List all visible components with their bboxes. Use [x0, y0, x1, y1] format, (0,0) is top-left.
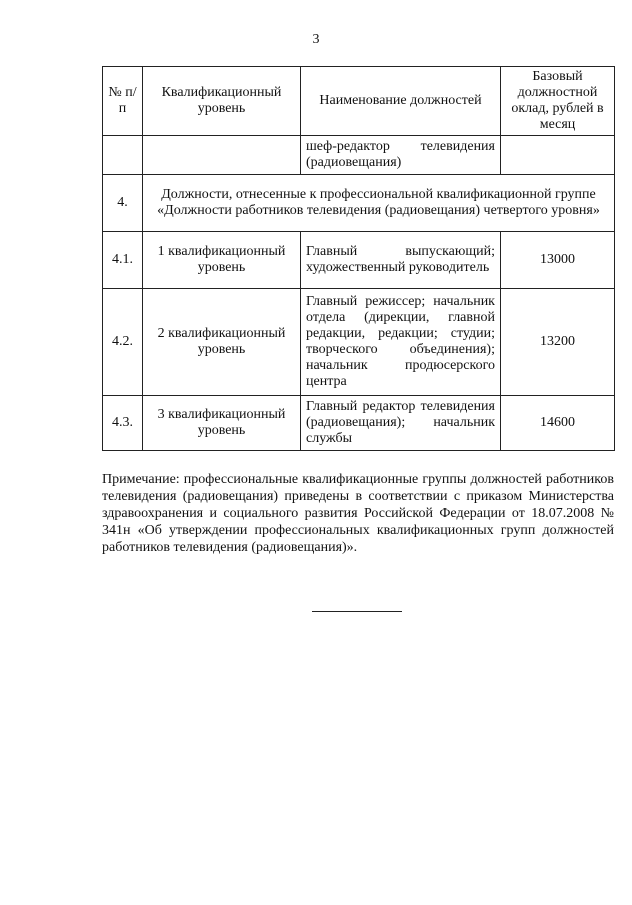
row-number: 4.1.: [103, 232, 143, 289]
header-qualification-level: Квалификационный уровень: [143, 67, 301, 136]
row-salary: 13200: [501, 289, 615, 396]
row-qualification-level: 2 квалификационный уровень: [143, 289, 301, 396]
group-title: Должности, отнесенные к профессиональной квалификационной группе «Должности работников телевидения (радиовещания) четвертого уровня»: [143, 175, 615, 232]
continuation-salary-cell: [501, 136, 615, 175]
row-positions: Главный выпускающий; художественный руководитель: [301, 232, 501, 289]
salary-table: [102, 66, 615, 451]
row-qualification-level: 1 квалификационный уровень: [143, 232, 301, 289]
table-row: [103, 232, 615, 289]
header-position-name: Наименование должностей: [301, 67, 501, 136]
continuation-num-cell: [103, 136, 143, 175]
row-number: 4.3.: [103, 396, 143, 451]
separator-line: [312, 611, 402, 612]
table-header-row: [103, 67, 615, 136]
row-number: 4.2.: [103, 289, 143, 396]
continuation-row: [103, 136, 615, 175]
header-number: № п/п: [103, 67, 143, 136]
page-number: 3: [312, 32, 320, 47]
group-row: [103, 175, 615, 232]
row-qualification-level: 3 квалификационный уровень: [143, 396, 301, 451]
continuation-level-cell: [143, 136, 301, 175]
row-salary: 14600: [501, 396, 615, 451]
row-salary: 13000: [501, 232, 615, 289]
header-base-salary: Базовый должностной оклад, рублей в месяц: [501, 67, 615, 136]
continuation-position: шеф-редактор телевидения (радиовещания): [301, 136, 501, 175]
row-positions: Главный редактор телевидения (радиовещания); начальник службы: [301, 396, 501, 451]
table-row: [103, 289, 615, 396]
table-row: [103, 396, 615, 451]
group-number: 4.: [103, 175, 143, 232]
note-paragraph: Примечание: профессиональные квалификационные группы должностей работников телевидения (радиовещания) приведены в соответствии с приказом Министерства здравоохранения и социального развития Российской Федерации от 18.07.2008 № 341н «Об утверждении профессиональных квалификационных групп должностей работников телевидения (радиовещания)».: [102, 472, 614, 555]
row-positions: Главный режиссер; начальник отдела (дирекции, главной редакции, редакции; студии; творческого объединения); начальник продюсерского центра: [301, 289, 501, 396]
